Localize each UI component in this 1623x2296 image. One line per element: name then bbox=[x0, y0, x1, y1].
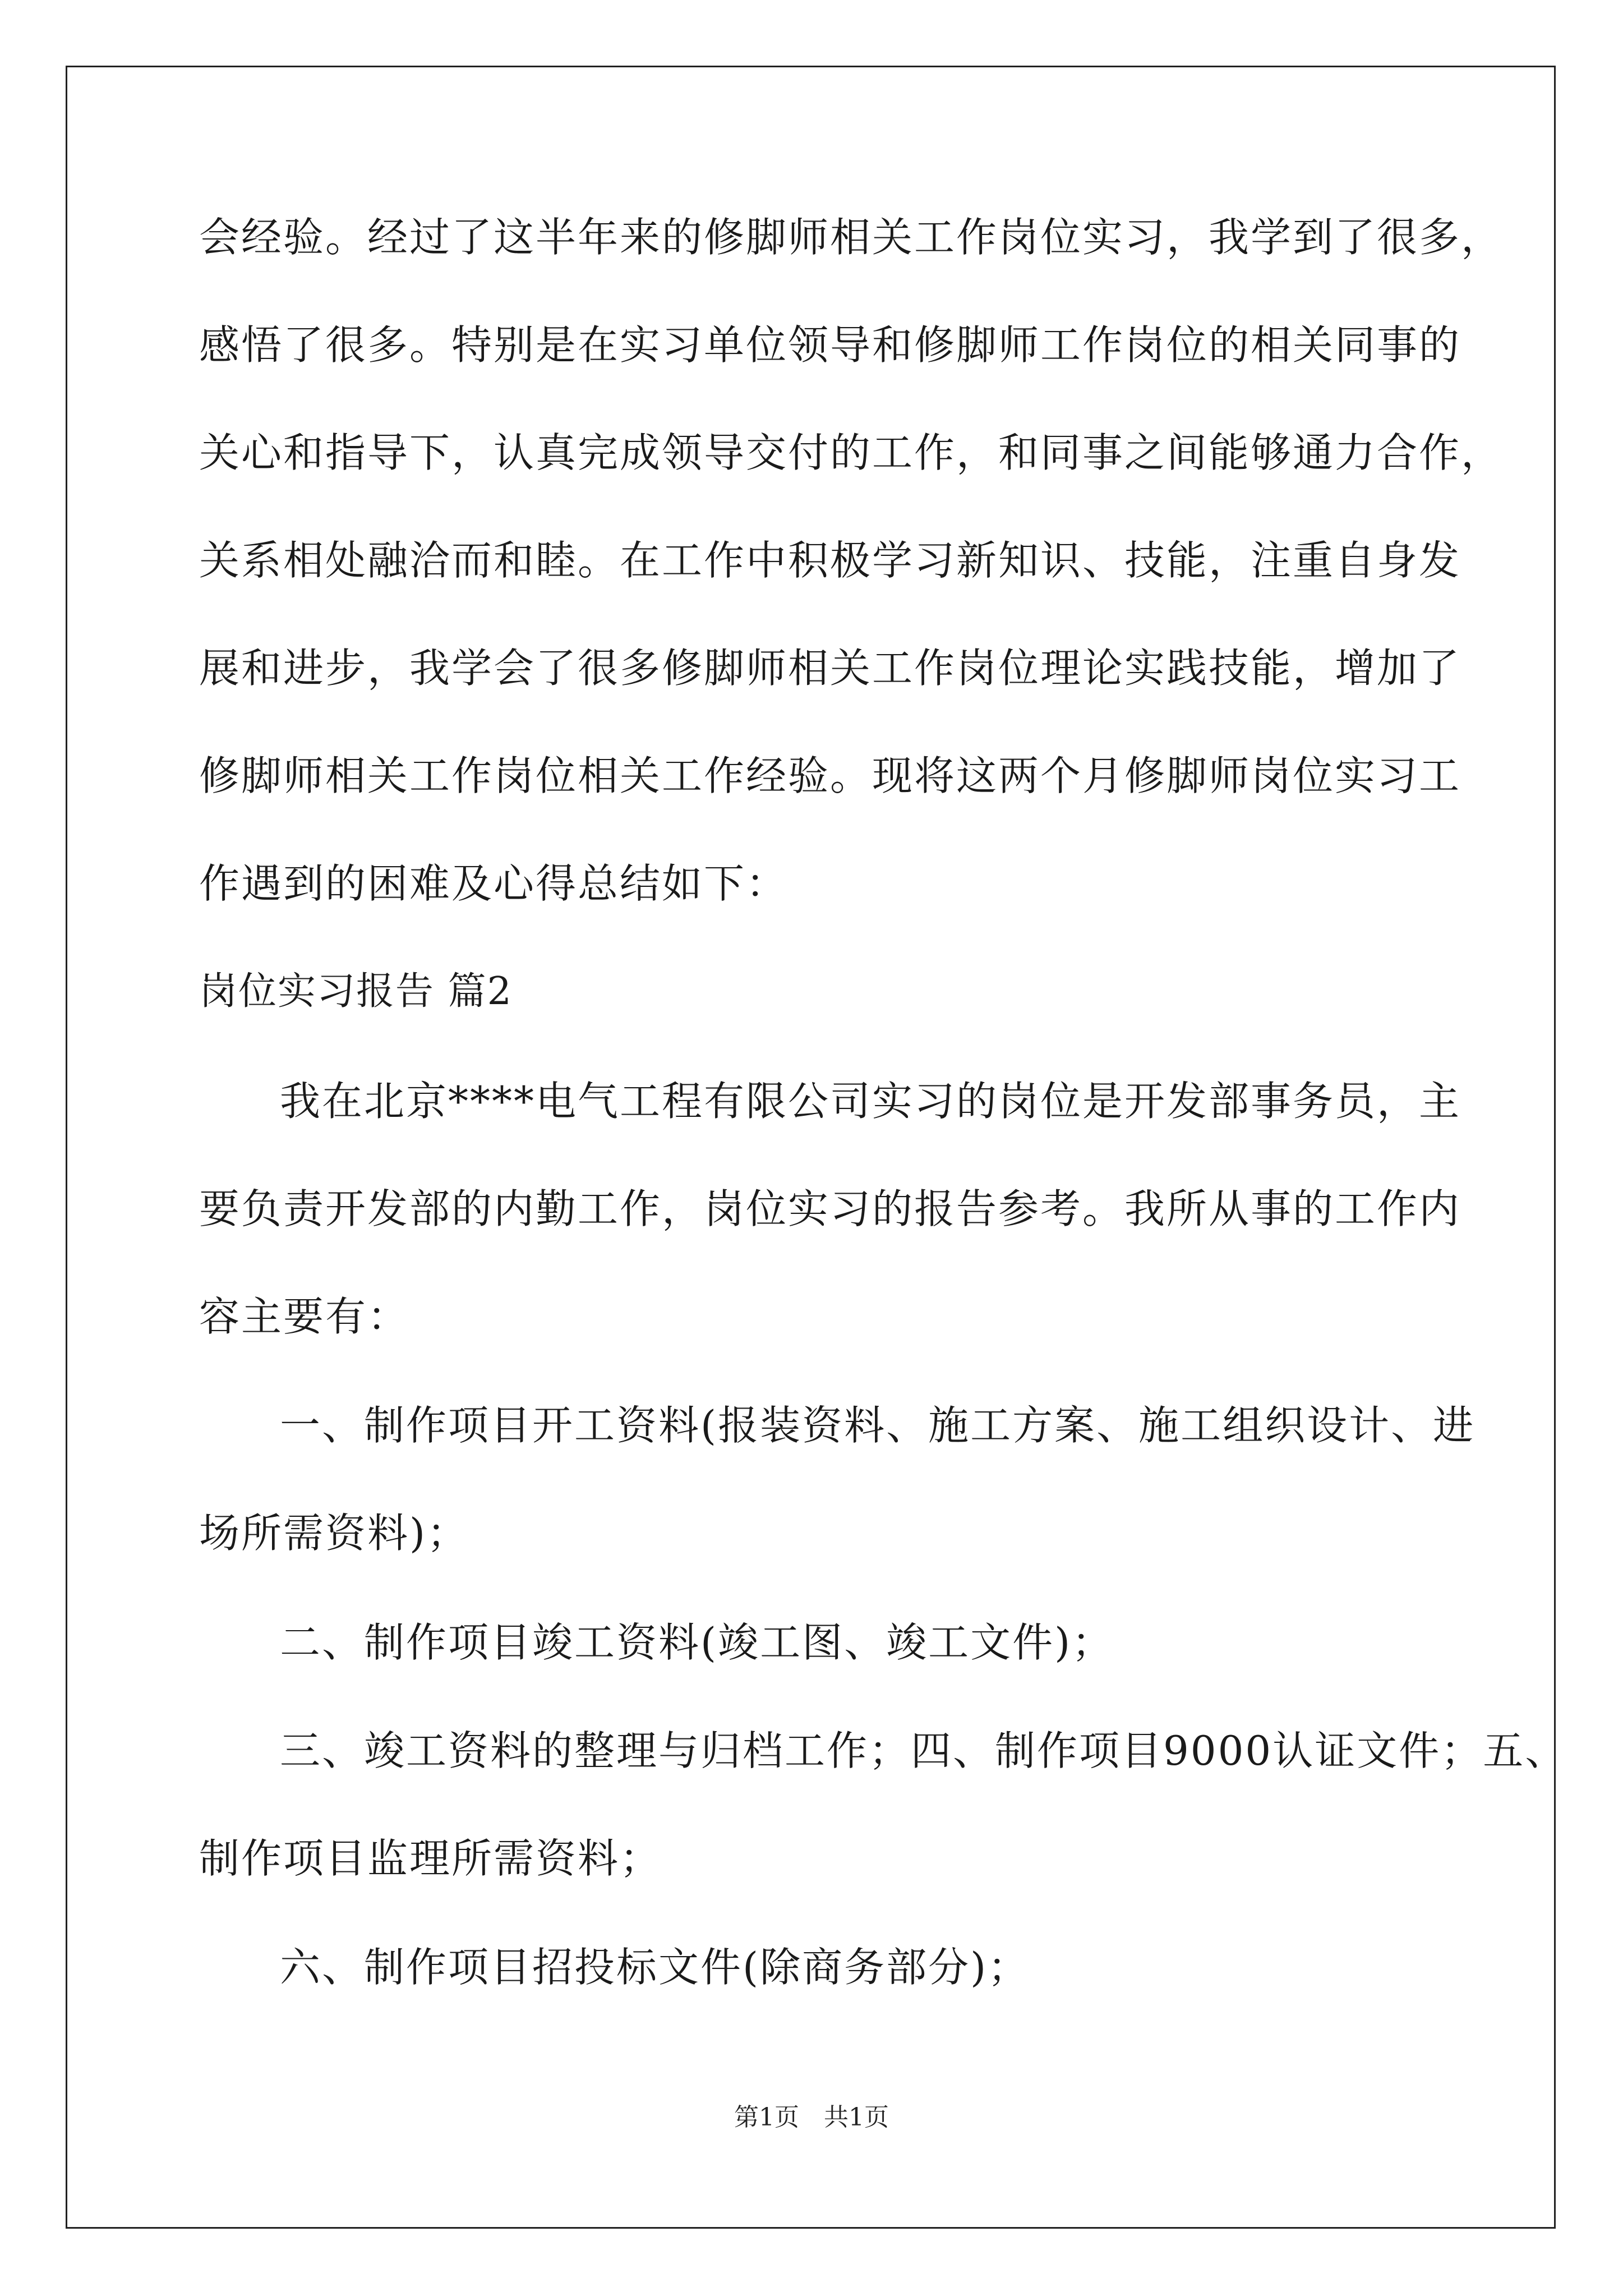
paragraph-line: 感悟了很多。特别是在实习单位领导和修脚师工作岗位的相关同事的 bbox=[199, 321, 1461, 369]
paragraph-line: 关心和指导下，认真完成领导交付的工作，和同事之间能够通力合作， bbox=[199, 429, 1504, 476]
paragraph-line: 展和进步，我学会了很多修脚师相关工作岗位理论实践技能，增加了 bbox=[199, 645, 1461, 692]
page-border bbox=[66, 66, 1556, 2229]
paragraph-line: 我在北京****电气工程有限公司实习的岗位是开发部事务员，主 bbox=[280, 1078, 1461, 1125]
list-item-line: 制作项目监理所需资料； bbox=[199, 1835, 662, 1882]
paragraph-line: 容主要有： bbox=[199, 1293, 410, 1340]
list-item-line: 二、制作项目竣工资料(竣工图、竣工文件)； bbox=[280, 1619, 1114, 1666]
list-item-line: 场所需资料)； bbox=[199, 1510, 469, 1557]
section-heading: 岗位实习报告 篇2 bbox=[199, 969, 513, 1014]
list-item-line: 一、制作项目开工资料(报装资料、施工方案、施工组织设计、进 bbox=[280, 1402, 1476, 1449]
paragraph-line: 作遇到的困难及心得总结如下： bbox=[199, 860, 789, 907]
page-number-footer: 第1页 共1页 bbox=[734, 2103, 889, 2132]
paragraph-line: 修脚师相关工作岗位相关工作经验。现将这两个月修脚师岗位实习工 bbox=[199, 752, 1461, 799]
list-item-line: 三、竣工资料的整理与归档工作；四、制作项目9000认证文件；五、 bbox=[280, 1727, 1567, 1774]
paragraph-line: 关系相处融洽而和睦。在工作中积极学习新知识、技能，注重自身发 bbox=[199, 537, 1461, 584]
paragraph-line: 要负责开发部的内勤工作，岗位实习的报告参考。我所从事的工作内 bbox=[199, 1185, 1461, 1232]
paragraph-line: 会经验。经过了这半年来的修脚师相关工作岗位实习，我学到了很多， bbox=[199, 214, 1504, 261]
list-item-line: 六、制作项目招投标文件(除商务部分)； bbox=[280, 1944, 1030, 1991]
